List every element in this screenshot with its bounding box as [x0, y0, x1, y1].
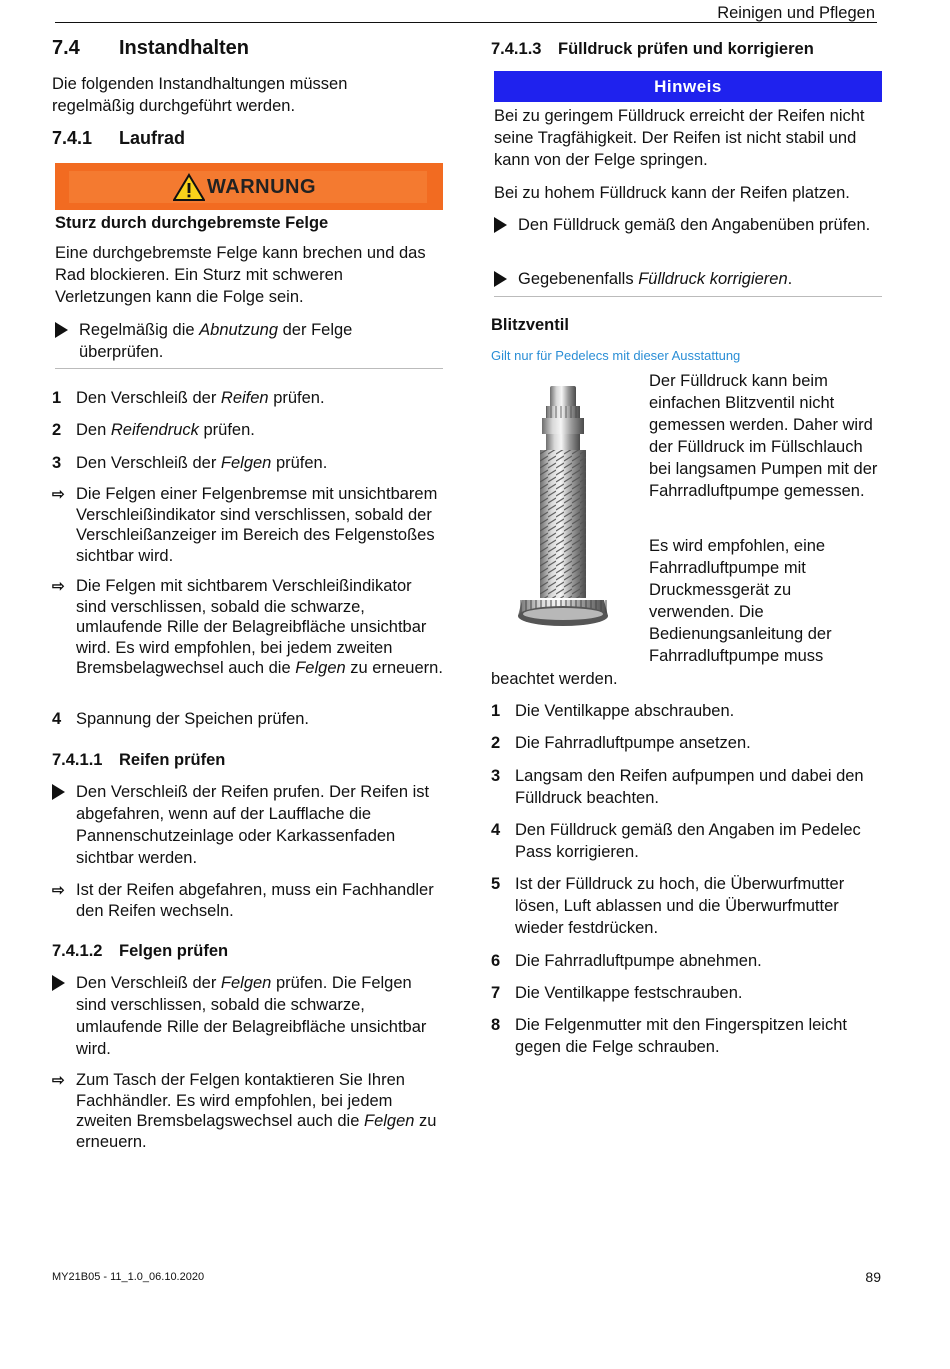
- step-number: 6: [491, 952, 501, 970]
- text-part: Den Verschleiß der: [76, 389, 221, 407]
- blitzventil-image: [500, 378, 632, 640]
- result-item: [52, 1070, 444, 1152]
- reifen-action-text: Den Verschleiß der Reifen prufen. Der Reifen ist abgefahren, wenn auf der Laufflache die Pannenschutzeinlage oder Karkassenfaden sichtbar werden.: [76, 783, 430, 867]
- warning-banner: [55, 163, 443, 210]
- step-text: Die Fahrradluftpumpe abnehmen.: [515, 952, 762, 970]
- text-part: Die Felgen mit sichtbarem Verschleißindikator sind verschlissen, sobald die schwarze, umlaufende Rille der Belagreibfläche unsichtbar wird. Es wird empfohlen, bei jedem zweiten Bremsbelagwechsel auch die: [76, 577, 427, 677]
- step-number: 1: [52, 389, 62, 407]
- step-number: 4: [491, 821, 501, 839]
- step-text: Die Ventilkappe abschrauben.: [515, 702, 735, 720]
- heading-7-4-1-1: [52, 751, 225, 770]
- intro-text: Die folgenden Instandhaltungen müssen regelmäßig durchgeführt werden.: [52, 75, 348, 115]
- action-arrow-icon: [494, 214, 518, 239]
- heading-number: 7.4: [52, 37, 80, 59]
- heading-7-4: [52, 37, 249, 60]
- blitzventil-text-1: Der Fülldruck kann beim einfachen Blitzventil nicht gemessen werden. Daher wird der Fülldruck im Füllschlauch bei langsamen Pumpen mit der Fahrradluftpumpe gemessen.: [649, 372, 878, 500]
- result-text: Die Felgen einer Felgenbremse mit unsichtbarem Verschleißindikator sind verschlissen, sobald der Verschleißanzeiger im Bereich des Felgenstoßes sichtbar wird.: [76, 485, 438, 565]
- step-text: Ist der Fülldruck zu hoch, die Überwurfmutter lösen, Luft ablassen und die Überwurfmutter wieder festdrücken.: [515, 875, 845, 937]
- result-arrow-icon: ⇨: [52, 882, 65, 899]
- warning-end-rule: [55, 368, 443, 369]
- result-arrow-icon: ⇨: [52, 1072, 65, 1089]
- text-part: Den: [76, 421, 111, 439]
- heading-title: Instandhalten: [119, 37, 250, 59]
- hinweis-action-text: Den Fülldruck gemäß den Angabenüben prüfen.: [518, 216, 871, 234]
- text-part: der Felge überprüfen.: [79, 321, 353, 361]
- warning-action-text: [79, 319, 440, 363]
- step-text: Die Felgenmutter mit den Fingerspitzen leicht gegen die Felge schrauben.: [515, 1016, 847, 1056]
- text-emphasis: Felgen: [220, 974, 272, 992]
- heading-title: Felgen prüfen: [119, 942, 229, 960]
- text-emphasis: Felgen: [220, 454, 272, 472]
- step-number: 3: [491, 767, 501, 785]
- step-number: 1: [491, 702, 501, 720]
- list-item: [52, 387, 442, 409]
- text-part: Den Verschleiß der: [76, 974, 221, 992]
- warning-label: WARNUNG: [207, 176, 317, 198]
- text-emphasis: Abnutzung: [199, 321, 279, 339]
- felgen-action: [52, 972, 444, 1060]
- header-section-title: Reinigen und Pflegen: [717, 4, 875, 22]
- reifen-action: [52, 781, 444, 869]
- list-item: [52, 708, 442, 730]
- list-item: [52, 419, 442, 441]
- applicability-note: Gilt nur für Pedelecs mit dieser Ausstattung: [491, 348, 741, 363]
- heading-7-4-1: [52, 128, 185, 149]
- result-item: [52, 484, 444, 566]
- list-item: [491, 873, 883, 939]
- step-text: Den Fülldruck gemäß den Angaben im Pedelec Pass korrigieren.: [515, 821, 861, 861]
- step-number: 7: [491, 984, 501, 1002]
- step-number: 2: [491, 734, 501, 752]
- text-part: prüfen.: [271, 454, 328, 472]
- text-part: zu erneuern.: [76, 1112, 437, 1151]
- result-text: [76, 576, 444, 679]
- hinweis-action: [494, 214, 879, 239]
- step-text: Spannung der Speichen prüfen.: [76, 710, 310, 728]
- step-number: 8: [491, 1016, 501, 1034]
- blitzventil-text-2a: Es wird empfohlen, eine Fahrradluftpumpe mit Druckmessgerät zu verwenden. Die Bedienungsanleitung der Fahrradluftpumpe muss: [649, 537, 832, 665]
- warning-label-wrap: [173, 173, 316, 202]
- text-part: prüfen.: [198, 421, 255, 439]
- result-arrow-icon: ⇨: [52, 486, 65, 503]
- heading-number: 7.4.1: [52, 128, 93, 148]
- action-arrow-icon: [55, 319, 79, 363]
- warning-text: Eine durchgebremste Felge kann brechen und das Rad blockieren. Ein Sturz mit schweren Verletzungen kann die Folge sein.: [55, 244, 426, 306]
- text-part: prüfen.: [268, 389, 325, 407]
- list-item: [491, 700, 883, 722]
- text-part: Regelmäßig die: [79, 321, 200, 339]
- text-emphasis: Reifen: [220, 389, 269, 407]
- step-text: [76, 452, 442, 474]
- heading-number: 7.4.1.2: [52, 942, 103, 960]
- felgen-action-text: [76, 972, 444, 1060]
- step-text: [76, 419, 442, 441]
- step-text: [76, 387, 442, 409]
- result-item: [52, 576, 444, 679]
- text-emphasis: Felgen: [364, 1112, 415, 1130]
- step-number: 3: [52, 454, 62, 472]
- heading-7-4-1-2: [52, 942, 228, 961]
- step-number: 4: [52, 710, 62, 728]
- step-number: 5: [491, 875, 501, 893]
- list-item: [491, 819, 883, 863]
- text-part: zu erneuern.: [345, 659, 443, 677]
- step-number: 2: [52, 421, 62, 439]
- list-item: [491, 765, 883, 809]
- result-text: Ist der Reifen abgefahren, muss ein Fachhandler den Reifen wechseln.: [76, 881, 434, 920]
- hinweis-banner: [494, 71, 882, 102]
- action-arrow-icon: [52, 781, 76, 869]
- text-part: .: [787, 270, 793, 288]
- hinweis-text-1: Bei zu geringem Fülldruck erreicht der Reifen nicht seine Tragfähigkeit. Der Reifen ist nicht stabil und kann von der Felge springen.: [494, 107, 865, 169]
- blitzventil-text-2b: beachtet werden.: [491, 670, 618, 688]
- step-text: Die Ventilkappe festschrauben.: [515, 984, 743, 1002]
- text-part: Den Verschleiß der: [76, 454, 221, 472]
- footer-doc-id: MY21B05 - 11_1.0_06.10.2020: [52, 1271, 205, 1283]
- warning-action: [55, 319, 440, 363]
- warning-heading: Sturz durch durchgebremste Felge: [55, 214, 329, 232]
- result-item: [52, 880, 444, 921]
- list-item: [491, 982, 883, 1004]
- hinweis-action-text: [518, 268, 879, 293]
- text-part: Gegebenenfalls: [518, 270, 639, 288]
- step-text: Langsam den Reifen aufpumpen und dabei den Fülldruck beachten.: [515, 767, 864, 807]
- heading-title: Reifen prüfen: [119, 751, 226, 769]
- result-arrow-icon: ⇨: [52, 578, 65, 595]
- step-text: Die Fahrradluftpumpe ansetzen.: [515, 734, 751, 752]
- list-item: [52, 452, 442, 474]
- list-item: [491, 732, 883, 754]
- blitzventil-heading: Blitzventil: [491, 316, 569, 334]
- hinweis-label: Hinweis: [654, 77, 722, 96]
- text-part: Zum Tasch der Felgen kontaktieren Sie Ihren Fachhändler. Es wird empfohlen, bei jedem zweiten Bremsbelagswechsel auch die: [76, 1071, 405, 1130]
- action-arrow-icon: [494, 268, 518, 293]
- text-part: prüfen. Die Felgen sind verschlissen, sobald die schwarze, umlaufende Rille der Belagreibfläche unsichtbar wird.: [76, 974, 427, 1058]
- page-number: 89: [865, 1269, 881, 1285]
- hinweis-action: [494, 268, 879, 293]
- hinweis-text-2: Bei zu hohem Fülldruck kann der Reifen platzen.: [494, 184, 850, 202]
- text-emphasis: Fülldruck korrigieren: [638, 270, 788, 288]
- heading-number: 7.4.1.3: [491, 40, 542, 58]
- heading-7-4-1-3: [491, 40, 814, 59]
- heading-number: 7.4.1.1: [52, 751, 103, 769]
- heading-title: Fülldruck prüfen und korrigieren: [558, 40, 814, 58]
- text-emphasis: Felgen: [295, 659, 346, 677]
- text-emphasis: Reifendruck: [110, 421, 199, 439]
- action-arrow-icon: [52, 972, 76, 1060]
- list-item: [491, 950, 883, 972]
- heading-title: Laufrad: [119, 128, 186, 148]
- list-item: [491, 1014, 883, 1058]
- hinweis-end-rule: [494, 296, 882, 297]
- warning-triangle-icon: [173, 173, 205, 202]
- result-text: [76, 1070, 444, 1152]
